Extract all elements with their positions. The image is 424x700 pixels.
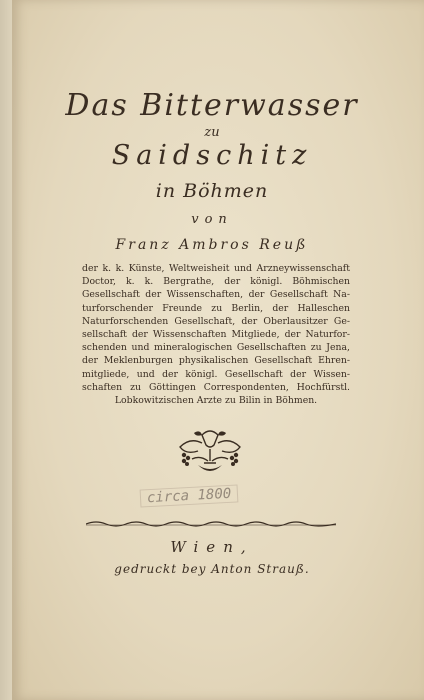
- title-line-5: von: [191, 212, 233, 227]
- author-credentials: [82, 262, 350, 407]
- pencil-annotation: circa 1800: [140, 484, 239, 507]
- title-line-4: in Böhmen: [155, 180, 269, 202]
- credential-line: sellschaft der Wissenschaften Mitgliede, der Naturfor-: [82, 329, 350, 341]
- credential-line: Lobkowitzischen Arzte zu Bilin in Böhmen.: [114, 395, 318, 407]
- vignette-ornament-icon: [172, 425, 248, 473]
- credential-line: turforschender Freunde zu Berlin, der Halleschen: [82, 302, 350, 314]
- credential-line: der k. k. Künste, Weltweisheit und Arzneywissenschaft: [82, 263, 350, 274]
- title-line-2: zu: [204, 125, 220, 140]
- credential-line: schenden und mineralogischen Gesellschaften zu Jena,: [82, 342, 350, 354]
- credential-line: schaften zu Göttingen Correspondenten, Hochfürstl.: [82, 381, 350, 393]
- credential-line: mitgliede, und der königl. Gesellschaft der Wissen-: [82, 368, 350, 380]
- imprint-city: Wien,: [170, 538, 254, 556]
- credential-line: Doctor, k. k. Bergrathe, der königl. Böhmischen: [82, 276, 350, 288]
- credential-line: Gesellschaft der Wissenschaften, der Gesellschaft Na-: [82, 289, 350, 301]
- title-line-1: Das Bitterwasser: [65, 88, 359, 123]
- credential-line: der Meklenburgen physikalischen Gesellschaft Ehren-: [82, 355, 350, 367]
- title-line-3: Saidschitz: [111, 140, 313, 171]
- ornamental-rule: [86, 519, 336, 529]
- author-name: Franz Ambros Reuß: [115, 237, 309, 253]
- imprint-printer: gedruckt bey Anton Strauß.: [114, 562, 310, 576]
- credential-line: Naturforschenden Gesellschaft, der Oberlausitzer Ge-: [82, 315, 350, 327]
